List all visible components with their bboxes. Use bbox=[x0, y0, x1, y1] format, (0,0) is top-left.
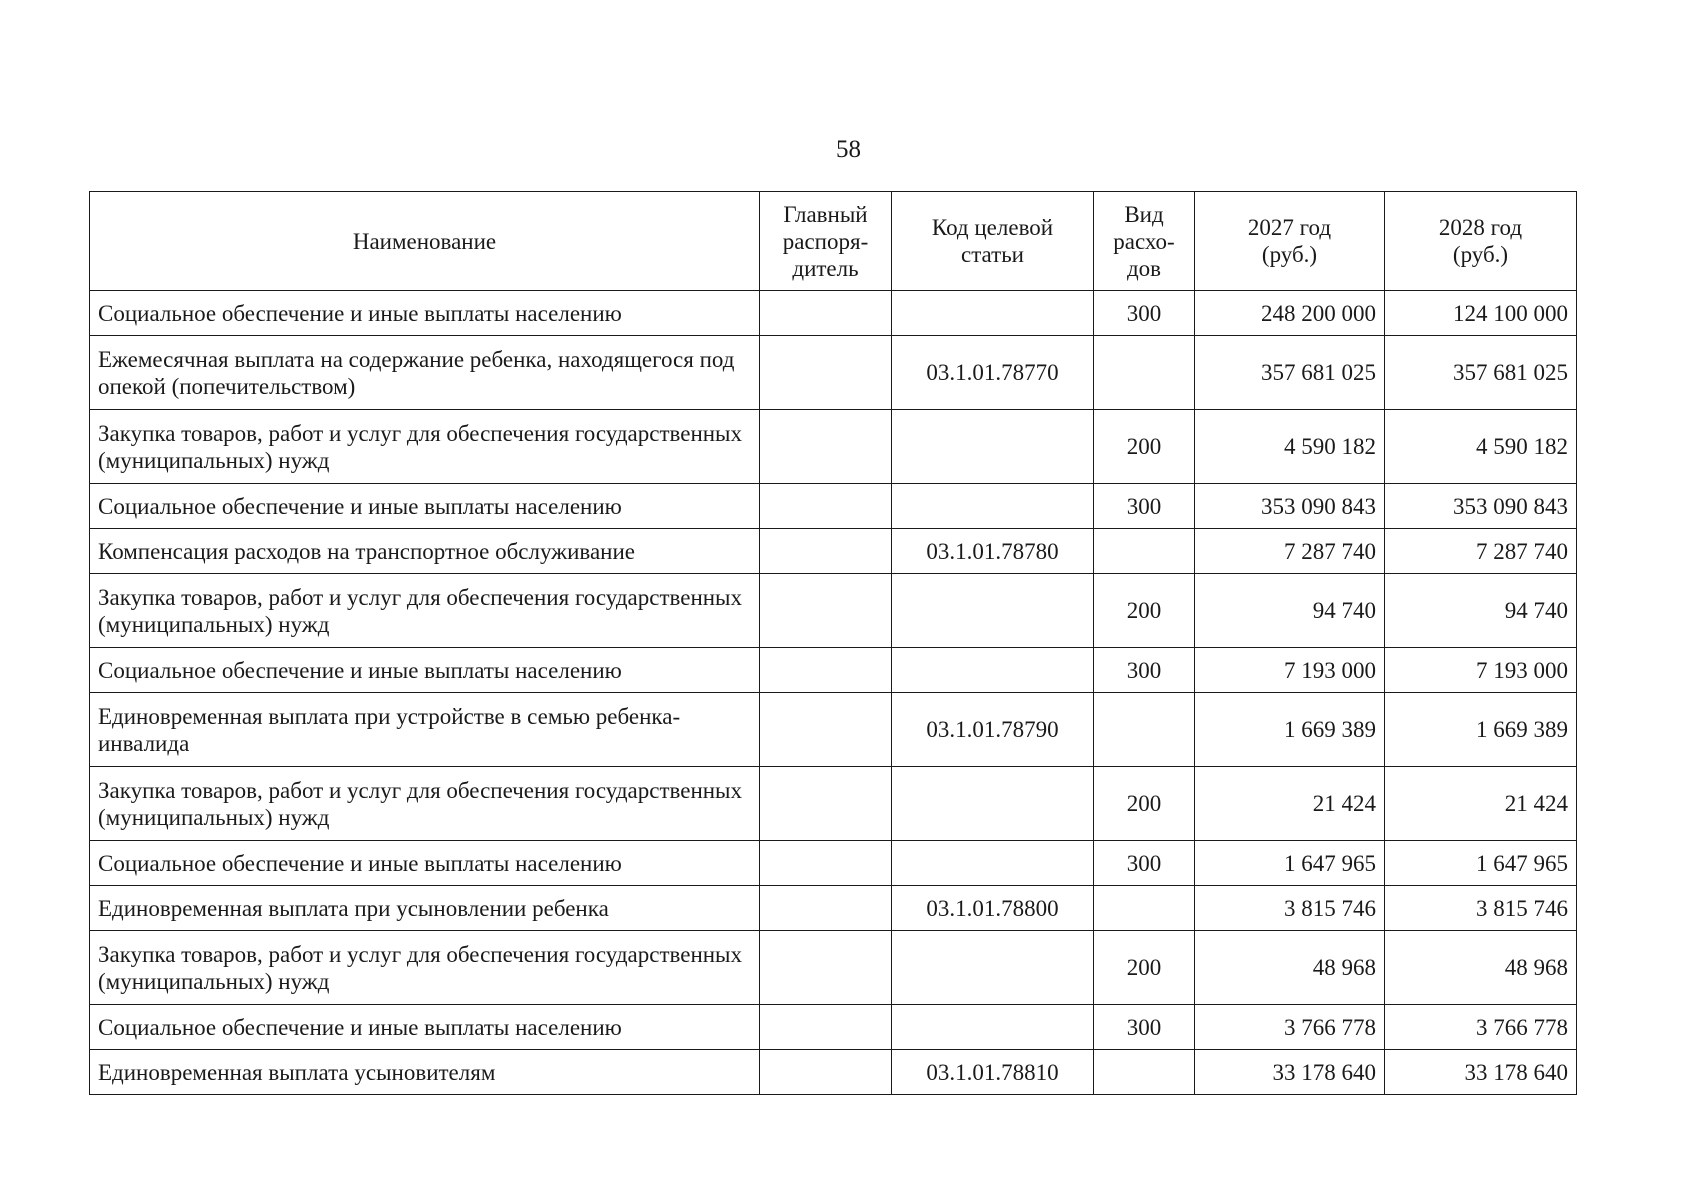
cell-2028: 21 424 bbox=[1385, 767, 1577, 841]
cell-2028: 48 968 bbox=[1385, 931, 1577, 1005]
cell-expense-type: 200 bbox=[1094, 574, 1195, 648]
cell-code bbox=[892, 291, 1094, 336]
header-expense-type: Вид расхо- дов bbox=[1094, 192, 1195, 291]
cell-code bbox=[892, 767, 1094, 841]
table-row bbox=[90, 574, 1577, 648]
header-year-2028: 2028 год (руб.) bbox=[1385, 192, 1577, 291]
table-row bbox=[90, 336, 1577, 410]
cell-manager bbox=[760, 574, 892, 648]
cell-expense-type: 300 bbox=[1094, 484, 1195, 529]
cell-code: 03.1.01.78780 bbox=[892, 529, 1094, 574]
cell-2027: 94 740 bbox=[1195, 574, 1385, 648]
cell-code bbox=[892, 648, 1094, 693]
cell-code: 03.1.01.78800 bbox=[892, 886, 1094, 931]
cell-name: Ежемесячная выплата на содержание ребенка, находящегося под опекой (попечительством) bbox=[90, 336, 760, 410]
cell-expense-type: 300 bbox=[1094, 841, 1195, 886]
cell-2028: 3 815 746 bbox=[1385, 886, 1577, 931]
cell-name: Закупка товаров, работ и услуг для обеспечения государственных (муниципальных) нужд bbox=[90, 574, 760, 648]
header-code: Код целевой статьи bbox=[892, 192, 1094, 291]
cell-expense-type: 300 bbox=[1094, 648, 1195, 693]
cell-name: Социальное обеспечение и иные выплаты населению bbox=[90, 484, 760, 529]
cell-manager bbox=[760, 648, 892, 693]
cell-2028: 7 287 740 bbox=[1385, 529, 1577, 574]
header-year-2027: 2027 год (руб.) bbox=[1195, 192, 1385, 291]
cell-2028: 33 178 640 bbox=[1385, 1050, 1577, 1095]
cell-expense-type: 200 bbox=[1094, 410, 1195, 484]
table-row bbox=[90, 931, 1577, 1005]
cell-expense-type bbox=[1094, 336, 1195, 410]
cell-2027: 7 193 000 bbox=[1195, 648, 1385, 693]
cell-manager bbox=[760, 410, 892, 484]
cell-code bbox=[892, 410, 1094, 484]
cell-manager bbox=[760, 336, 892, 410]
table-header-row bbox=[90, 192, 1577, 291]
cell-code: 03.1.01.78770 bbox=[892, 336, 1094, 410]
table-row bbox=[90, 410, 1577, 484]
table-row bbox=[90, 886, 1577, 931]
table-row bbox=[90, 484, 1577, 529]
cell-2027: 33 178 640 bbox=[1195, 1050, 1385, 1095]
table-row bbox=[90, 841, 1577, 886]
cell-expense-type bbox=[1094, 693, 1195, 767]
page-number: 58 bbox=[836, 136, 861, 163]
cell-2028: 4 590 182 bbox=[1385, 410, 1577, 484]
cell-expense-type: 200 bbox=[1094, 931, 1195, 1005]
cell-manager bbox=[760, 484, 892, 529]
table-row bbox=[90, 648, 1577, 693]
table-row bbox=[90, 1005, 1577, 1050]
cell-name: Закупка товаров, работ и услуг для обеспечения государственных (муниципальных) нужд bbox=[90, 767, 760, 841]
cell-2027: 48 968 bbox=[1195, 931, 1385, 1005]
cell-name: Социальное обеспечение и иные выплаты населению bbox=[90, 841, 760, 886]
table-row bbox=[90, 529, 1577, 574]
cell-code bbox=[892, 484, 1094, 529]
table-row bbox=[90, 767, 1577, 841]
cell-manager bbox=[760, 693, 892, 767]
cell-name: Социальное обеспечение и иные выплаты населению bbox=[90, 648, 760, 693]
cell-2027: 353 090 843 bbox=[1195, 484, 1385, 529]
cell-expense-type: 200 bbox=[1094, 767, 1195, 841]
cell-code: 03.1.01.78790 bbox=[892, 693, 1094, 767]
cell-manager bbox=[760, 529, 892, 574]
header-name: Наименование bbox=[90, 192, 760, 291]
cell-code bbox=[892, 931, 1094, 1005]
cell-2027: 7 287 740 bbox=[1195, 529, 1385, 574]
cell-name: Социальное обеспечение и иные выплаты населению bbox=[90, 291, 760, 336]
cell-name: Закупка товаров, работ и услуг для обеспечения государственных (муниципальных) нужд bbox=[90, 931, 760, 1005]
table-row bbox=[90, 693, 1577, 767]
cell-2027: 1 647 965 bbox=[1195, 841, 1385, 886]
cell-2027: 21 424 bbox=[1195, 767, 1385, 841]
cell-2027: 3 815 746 bbox=[1195, 886, 1385, 931]
cell-expense-type bbox=[1094, 886, 1195, 931]
cell-2027: 248 200 000 bbox=[1195, 291, 1385, 336]
cell-code bbox=[892, 574, 1094, 648]
cell-expense-type: 300 bbox=[1094, 1005, 1195, 1050]
table-row bbox=[90, 1050, 1577, 1095]
cell-code bbox=[892, 1005, 1094, 1050]
cell-manager bbox=[760, 841, 892, 886]
cell-expense-type bbox=[1094, 529, 1195, 574]
cell-2027: 4 590 182 bbox=[1195, 410, 1385, 484]
cell-code: 03.1.01.78810 bbox=[892, 1050, 1094, 1095]
cell-2028: 3 766 778 bbox=[1385, 1005, 1577, 1050]
cell-manager bbox=[760, 291, 892, 336]
cell-manager bbox=[760, 886, 892, 931]
cell-2027: 3 766 778 bbox=[1195, 1005, 1385, 1050]
cell-name: Закупка товаров, работ и услуг для обеспечения государственных (муниципальных) нужд bbox=[90, 410, 760, 484]
cell-2028: 357 681 025 bbox=[1385, 336, 1577, 410]
cell-name: Социальное обеспечение и иные выплаты населению bbox=[90, 1005, 760, 1050]
cell-2028: 1 669 389 bbox=[1385, 693, 1577, 767]
cell-manager bbox=[760, 767, 892, 841]
cell-name: Компенсация расходов на транспортное обслуживание bbox=[90, 529, 760, 574]
budget-table bbox=[89, 191, 1577, 1095]
cell-2028: 124 100 000 bbox=[1385, 291, 1577, 336]
cell-2027: 1 669 389 bbox=[1195, 693, 1385, 767]
cell-name: Единовременная выплата усыновителям bbox=[90, 1050, 760, 1095]
cell-manager bbox=[760, 931, 892, 1005]
cell-2028: 353 090 843 bbox=[1385, 484, 1577, 529]
cell-2028: 1 647 965 bbox=[1385, 841, 1577, 886]
cell-2027: 357 681 025 bbox=[1195, 336, 1385, 410]
cell-2028: 7 193 000 bbox=[1385, 648, 1577, 693]
cell-name: Единовременная выплата при устройстве в семью ребенка-инвалида bbox=[90, 693, 760, 767]
cell-expense-type bbox=[1094, 1050, 1195, 1095]
header-manager: Главный распоря- дитель bbox=[760, 192, 892, 291]
cell-2028: 94 740 bbox=[1385, 574, 1577, 648]
cell-manager bbox=[760, 1050, 892, 1095]
cell-expense-type: 300 bbox=[1094, 291, 1195, 336]
cell-name: Единовременная выплата при усыновлении ребенка bbox=[90, 886, 760, 931]
cell-code bbox=[892, 841, 1094, 886]
cell-manager bbox=[760, 1005, 892, 1050]
table-row bbox=[90, 291, 1577, 336]
